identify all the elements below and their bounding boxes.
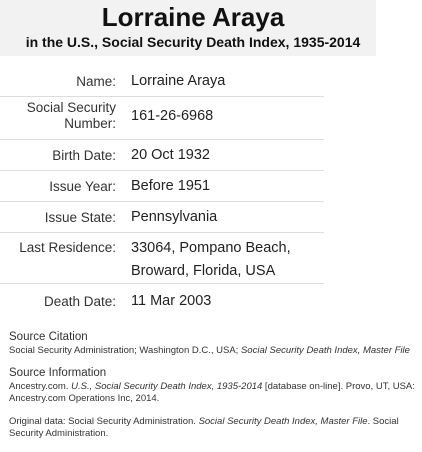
- info-title: U.S., Social Security Death Index, 1935-2014: [71, 381, 263, 392]
- field-value: 20 Oct 1932: [131, 147, 210, 163]
- original-data-text: [9, 416, 417, 440]
- field-row-issue-year: [0, 171, 324, 202]
- field-label: Name:: [76, 74, 116, 89]
- source-information-text: [9, 381, 417, 405]
- record-title: Lorraine Araya: [101, 2, 285, 32]
- field-value: [116, 233, 324, 283]
- field-row-death-date: [0, 284, 324, 317]
- field-label: Issue State:: [44, 210, 116, 225]
- record-fields: [0, 66, 324, 317]
- source-information-heading: Source Information: [9, 367, 107, 379]
- field-label: Last Residence:: [19, 240, 116, 255]
- field-label: Social Security Number:: [26, 100, 116, 131]
- citation-title: Social Security Death Index, Master File: [240, 345, 410, 356]
- field-value: 161-26-6968: [131, 108, 214, 124]
- source-citation-text: [9, 345, 417, 357]
- original-suffix: . Social Security Administration.: [9, 416, 399, 439]
- field-row-last-residence: [0, 233, 324, 284]
- field-row-name: [0, 66, 324, 97]
- original-title: Social Security Death Index, Master File: [198, 416, 368, 427]
- field-value: Pennsylvania: [131, 209, 218, 225]
- residence-line-2: Broward, Florida, USA: [131, 263, 276, 279]
- source-section: [9, 330, 417, 440]
- info-suffix: [database on-line]. Provo, UT, USA: Ancestry.com Operations Inc, 2014.: [9, 381, 415, 404]
- field-value: Lorraine Araya: [131, 73, 226, 89]
- original-prefix: Original data: Social Security Administration.: [9, 416, 199, 427]
- record-subtitle: in the U.S., Social Security Death Index, 1935-2014: [25, 34, 361, 50]
- source-citation-heading: Source Citation: [9, 331, 88, 343]
- field-value: Before 1951: [131, 178, 211, 194]
- field-label: Issue Year:: [49, 179, 116, 194]
- field-row-issue-state: [0, 202, 324, 233]
- field-label: Death Date:: [43, 294, 116, 309]
- field-row-ssn: [0, 97, 324, 140]
- residence-line-1: 33064, Pompano Beach,: [131, 240, 291, 256]
- field-label: Birth Date:: [52, 148, 116, 163]
- field-row-birth-date: [0, 140, 324, 171]
- field-value: 11 Mar 2003: [131, 293, 212, 309]
- citation-prefix: Social Security Administration; Washington D.C., USA;: [9, 345, 241, 356]
- info-prefix: Ancestry.com.: [9, 381, 72, 392]
